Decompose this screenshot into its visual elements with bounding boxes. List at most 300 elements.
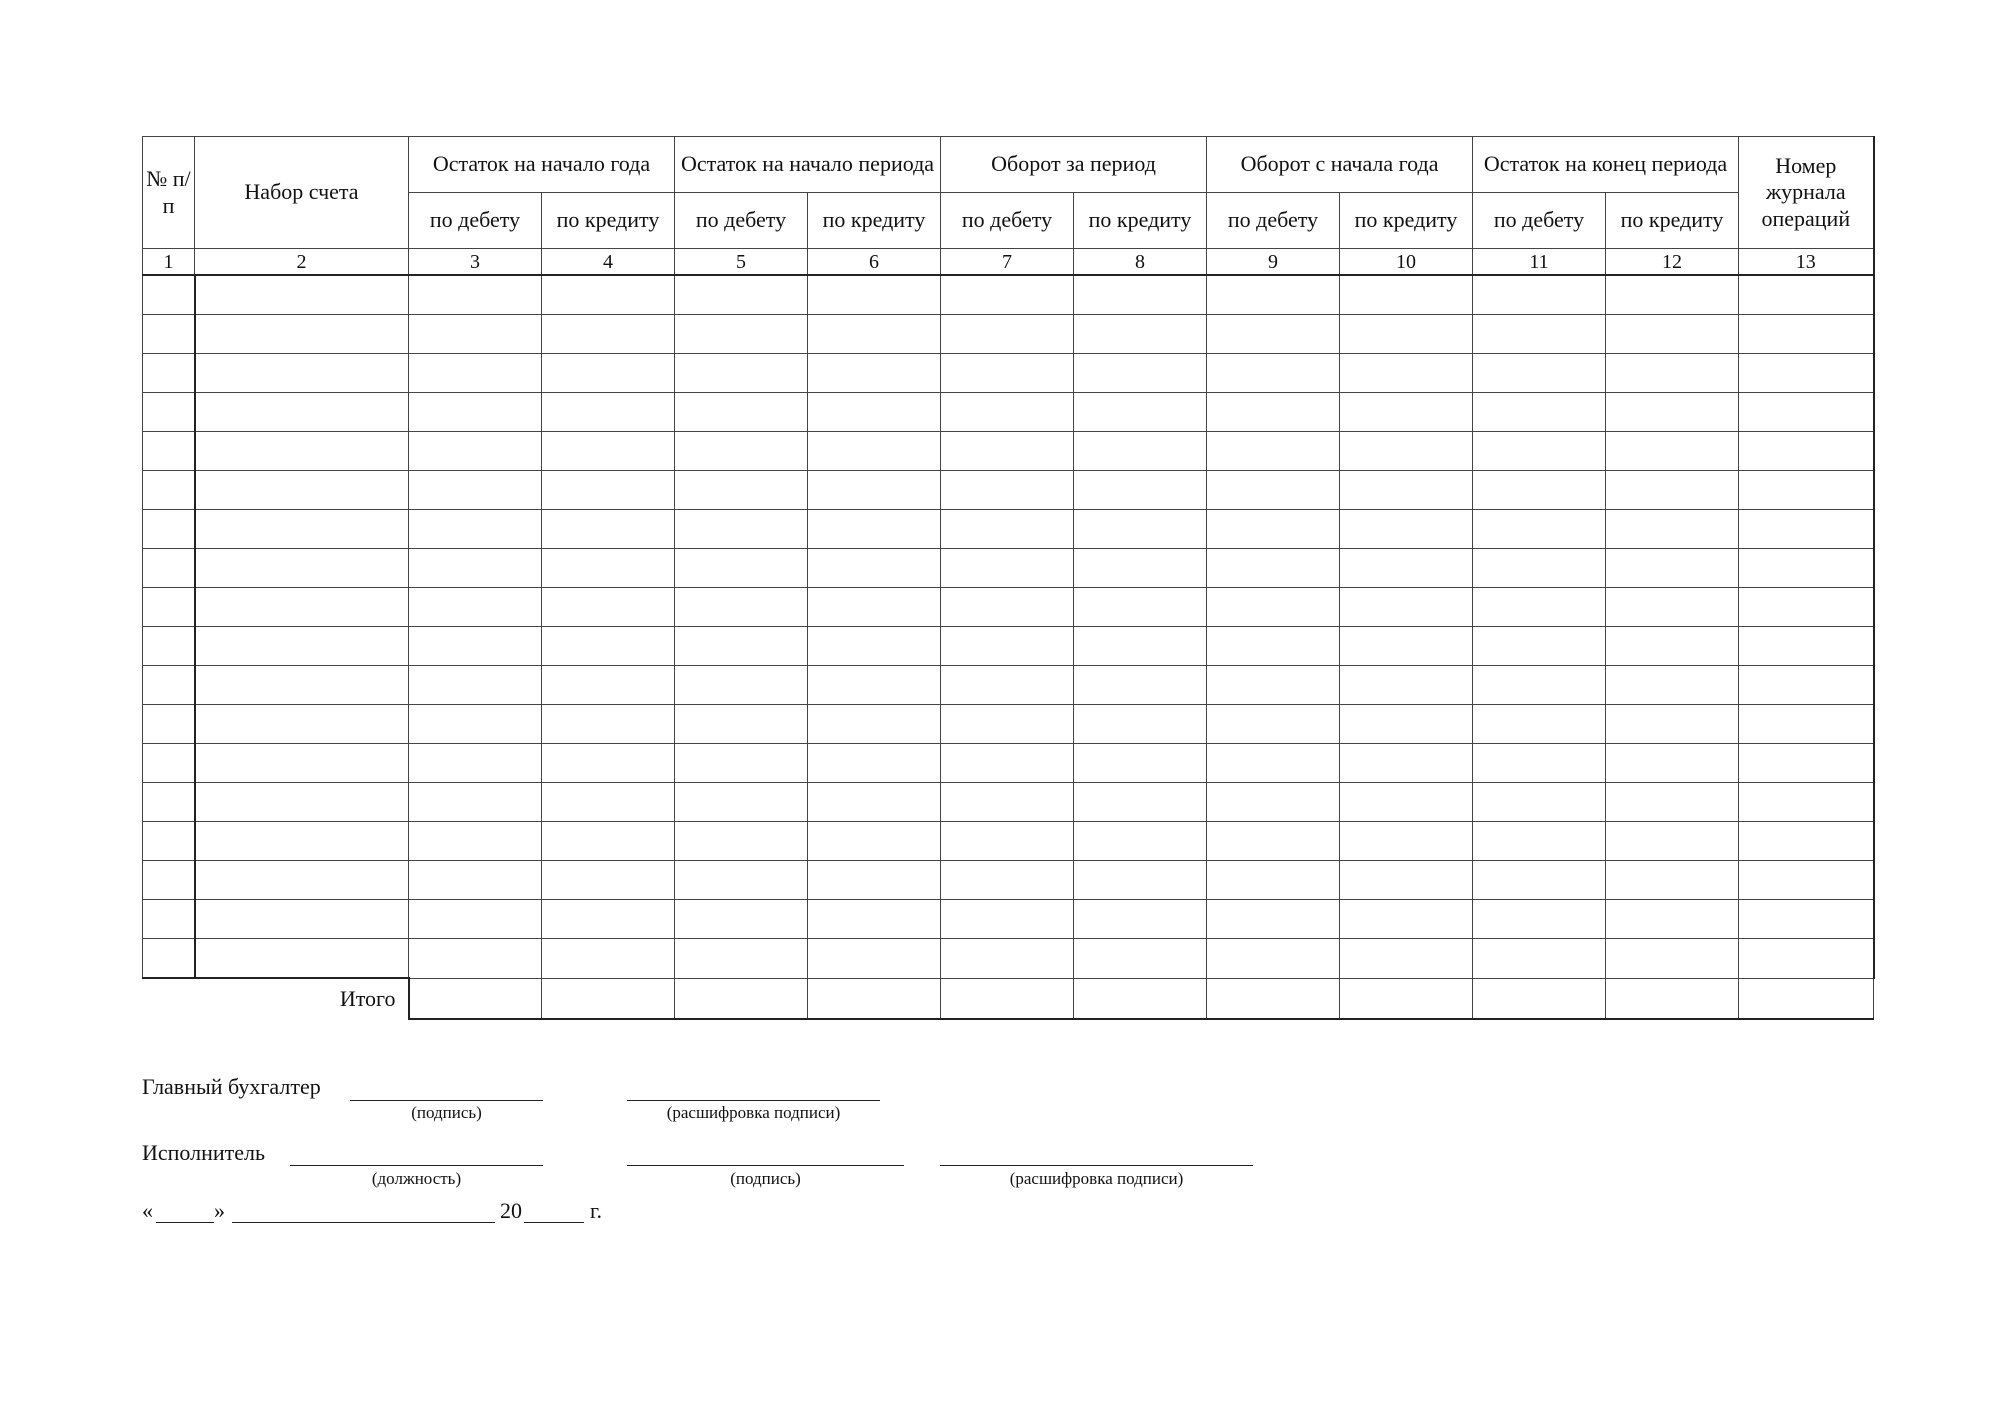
table-row: [143, 393, 1874, 432]
table-cell[interactable]: [675, 510, 808, 549]
table-cell[interactable]: [409, 315, 542, 354]
table-cell[interactable]: [1473, 900, 1606, 939]
table-cell[interactable]: [675, 432, 808, 471]
table-cell[interactable]: [1606, 471, 1739, 510]
table-cell[interactable]: [941, 588, 1074, 627]
header-group: Остаток на начало года: [409, 137, 675, 193]
table-cell[interactable]: [1473, 432, 1606, 471]
table-cell[interactable]: [195, 744, 409, 783]
table-cell[interactable]: [1207, 939, 1340, 979]
table-cell[interactable]: [941, 783, 1074, 822]
table-cell[interactable]: [542, 861, 675, 900]
table-cell[interactable]: [675, 744, 808, 783]
table-cell[interactable]: [195, 549, 409, 588]
table-cell[interactable]: [675, 822, 808, 861]
column-number: 3: [409, 249, 542, 276]
table-cell[interactable]: [195, 900, 409, 939]
total-cell[interactable]: [1606, 978, 1739, 1019]
total-cell[interactable]: [1207, 978, 1340, 1019]
header-group: Остаток на конец периода: [1473, 137, 1739, 193]
header-num: № п/п: [143, 137, 195, 249]
table-cell[interactable]: [143, 549, 195, 588]
executor-decode-caption: (расшифровка подписи): [1009, 1169, 1184, 1188]
table-cell[interactable]: [143, 627, 195, 666]
table-cell[interactable]: [1739, 705, 1874, 744]
table-cell[interactable]: [941, 861, 1074, 900]
table-cell[interactable]: [1207, 900, 1340, 939]
total-cell[interactable]: [542, 978, 675, 1019]
table-cell[interactable]: [808, 666, 941, 705]
table-cell[interactable]: [409, 744, 542, 783]
table-cell[interactable]: [941, 627, 1074, 666]
table-cell[interactable]: [1473, 939, 1606, 979]
table-cell[interactable]: [195, 275, 409, 315]
table-cell[interactable]: [675, 588, 808, 627]
table-cell[interactable]: [195, 432, 409, 471]
table-cell[interactable]: [675, 393, 808, 432]
total-cell[interactable]: [1340, 978, 1473, 1019]
header-credit: по кредиту: [1074, 193, 1207, 249]
data-rows: [143, 275, 1874, 978]
table-cell[interactable]: [941, 510, 1074, 549]
table-cell[interactable]: [1074, 744, 1207, 783]
table-cell[interactable]: [143, 315, 195, 354]
total-cell[interactable]: [1074, 978, 1207, 1019]
table-cell[interactable]: [1074, 666, 1207, 705]
table-cell[interactable]: [542, 666, 675, 705]
table-cell[interactable]: [1340, 315, 1473, 354]
table-cell[interactable]: [1473, 666, 1606, 705]
total-row: [143, 978, 1874, 1019]
header-group: Остаток на начало периода: [675, 137, 941, 193]
table-cell[interactable]: [808, 354, 941, 393]
table-cell[interactable]: [941, 315, 1074, 354]
header-journal: Номер журнала операций: [1739, 137, 1874, 249]
table-cell[interactable]: [409, 471, 542, 510]
table-cell[interactable]: [1207, 744, 1340, 783]
table-cell[interactable]: [1739, 432, 1874, 471]
table-cell[interactable]: [1606, 744, 1739, 783]
table-cell[interactable]: [409, 275, 542, 315]
table-cell[interactable]: [808, 705, 941, 744]
table-cell[interactable]: [1207, 315, 1340, 354]
table-cell[interactable]: [143, 510, 195, 549]
table-cell[interactable]: [941, 666, 1074, 705]
table-cell[interactable]: [143, 666, 195, 705]
table-cell[interactable]: [1340, 861, 1473, 900]
table-cell[interactable]: [1739, 275, 1874, 315]
table-cell[interactable]: [1739, 588, 1874, 627]
table-cell[interactable]: [1074, 783, 1207, 822]
table-cell[interactable]: [409, 861, 542, 900]
table-cell[interactable]: [1739, 393, 1874, 432]
table-cell[interactable]: [1739, 471, 1874, 510]
table-cell[interactable]: [143, 900, 195, 939]
table-cell[interactable]: [1739, 549, 1874, 588]
table-cell[interactable]: [195, 354, 409, 393]
table-cell[interactable]: [1473, 744, 1606, 783]
table-row: [143, 705, 1874, 744]
table-cell[interactable]: [1074, 432, 1207, 471]
table-cell[interactable]: [409, 510, 542, 549]
table-cell[interactable]: [1340, 744, 1473, 783]
table-cell[interactable]: [1473, 822, 1606, 861]
table-cell[interactable]: [542, 393, 675, 432]
table-cell[interactable]: [1340, 471, 1473, 510]
table-cell[interactable]: [675, 275, 808, 315]
table-cell[interactable]: [675, 549, 808, 588]
table-row: [143, 471, 1874, 510]
column-number: 1: [143, 249, 195, 276]
table-cell[interactable]: [1074, 861, 1207, 900]
table-cell[interactable]: [1606, 705, 1739, 744]
table-cell[interactable]: [1606, 549, 1739, 588]
table-cell[interactable]: [143, 393, 195, 432]
table-cell[interactable]: [1207, 822, 1340, 861]
date-day-line[interactable]: [156, 1222, 214, 1223]
table-cell[interactable]: [1207, 783, 1340, 822]
table-cell[interactable]: [675, 471, 808, 510]
column-number: 9: [1207, 249, 1340, 276]
table-cell[interactable]: [542, 939, 675, 979]
date-open-quote: «: [142, 1198, 153, 1223]
table-cell[interactable]: [808, 393, 941, 432]
table-cell[interactable]: [1207, 666, 1340, 705]
table-cell[interactable]: [941, 275, 1074, 315]
total-cell[interactable]: [409, 978, 542, 1019]
table-cell[interactable]: [143, 354, 195, 393]
table-cell[interactable]: [195, 861, 409, 900]
table-cell[interactable]: [1739, 939, 1874, 979]
table-cell[interactable]: [542, 549, 675, 588]
table-cell[interactable]: [941, 549, 1074, 588]
table-cell[interactable]: [143, 471, 195, 510]
table-cell[interactable]: [1074, 393, 1207, 432]
table-cell[interactable]: [1340, 822, 1473, 861]
column-number-row: [143, 249, 1874, 276]
table-cell[interactable]: [409, 432, 542, 471]
table-cell[interactable]: [808, 510, 941, 549]
date-year-prefix: 20: [500, 1198, 522, 1223]
table-cell[interactable]: [1606, 861, 1739, 900]
table-cell[interactable]: [409, 627, 542, 666]
table-cell[interactable]: [143, 744, 195, 783]
date-year-line[interactable]: [524, 1222, 584, 1223]
chief-sign-line[interactable]: [350, 1100, 543, 1101]
table-cell[interactable]: [409, 783, 542, 822]
table-cell[interactable]: [675, 783, 808, 822]
table-cell[interactable]: [542, 627, 675, 666]
table-cell[interactable]: [195, 588, 409, 627]
table-cell[interactable]: [808, 783, 941, 822]
table-cell[interactable]: [1473, 705, 1606, 744]
header-credit: по кредиту: [1606, 193, 1739, 249]
table-row: [143, 627, 1874, 666]
table-row: [143, 744, 1874, 783]
table-cell[interactable]: [1739, 900, 1874, 939]
table-cell[interactable]: [1606, 315, 1739, 354]
table-cell[interactable]: [409, 666, 542, 705]
table-cell[interactable]: [1207, 627, 1340, 666]
table-cell[interactable]: [1207, 354, 1340, 393]
table-cell[interactable]: [195, 315, 409, 354]
table-cell[interactable]: [1207, 510, 1340, 549]
column-number: 6: [808, 249, 941, 276]
table-cell[interactable]: [143, 588, 195, 627]
header-credit: по кредиту: [542, 193, 675, 249]
table-cell[interactable]: [1606, 627, 1739, 666]
table-cell[interactable]: [542, 705, 675, 744]
table-cell[interactable]: [1739, 861, 1874, 900]
table-cell[interactable]: [1074, 315, 1207, 354]
table-cell[interactable]: [195, 666, 409, 705]
table-cell[interactable]: [1340, 627, 1473, 666]
table-cell[interactable]: [1074, 822, 1207, 861]
table-cell[interactable]: [143, 275, 195, 315]
table-cell[interactable]: [409, 588, 542, 627]
table-cell[interactable]: [1739, 315, 1874, 354]
executor-sign-line[interactable]: [627, 1165, 904, 1166]
table-cell[interactable]: [941, 432, 1074, 471]
table-cell[interactable]: [1207, 588, 1340, 627]
table-cell[interactable]: [1340, 705, 1473, 744]
table-cell[interactable]: [542, 471, 675, 510]
table-cell[interactable]: [1473, 393, 1606, 432]
column-number: 10: [1340, 249, 1473, 276]
table-cell[interactable]: [1739, 627, 1874, 666]
table-cell[interactable]: [1739, 783, 1874, 822]
header-group: Оборот с начала года: [1207, 137, 1473, 193]
table-cell[interactable]: [1340, 939, 1473, 979]
table-cell[interactable]: [542, 783, 675, 822]
table-cell[interactable]: [409, 822, 542, 861]
table-cell[interactable]: [941, 900, 1074, 939]
table-cell[interactable]: [675, 627, 808, 666]
table-cell[interactable]: [941, 705, 1074, 744]
table-cell[interactable]: [1340, 588, 1473, 627]
date-year-suffix: г.: [590, 1198, 603, 1223]
table-cell[interactable]: [195, 471, 409, 510]
table-cell[interactable]: [195, 627, 409, 666]
table-cell[interactable]: [1207, 861, 1340, 900]
table-cell[interactable]: [1606, 822, 1739, 861]
header-debit: по дебету: [1473, 193, 1606, 249]
total-cell[interactable]: [808, 978, 941, 1019]
table-cell[interactable]: [1606, 666, 1739, 705]
executor-label: Исполнитель: [142, 1140, 266, 1165]
ledger-table: [142, 136, 1875, 1020]
table-cell[interactable]: [542, 432, 675, 471]
table-cell[interactable]: [143, 822, 195, 861]
table-cell[interactable]: [1606, 900, 1739, 939]
table-cell[interactable]: [1606, 275, 1739, 315]
table-cell[interactable]: [1207, 275, 1340, 315]
table-cell[interactable]: [143, 783, 195, 822]
table-cell[interactable]: [808, 275, 941, 315]
total-cell[interactable]: [1473, 978, 1606, 1019]
table-cell[interactable]: [1340, 275, 1473, 315]
table-cell[interactable]: [808, 471, 941, 510]
table-cell[interactable]: [941, 939, 1074, 979]
table-cell[interactable]: [1606, 939, 1739, 979]
table-cell[interactable]: [1473, 783, 1606, 822]
table-cell[interactable]: [1340, 900, 1473, 939]
table-cell[interactable]: [1473, 510, 1606, 549]
executor-position-line[interactable]: [290, 1165, 543, 1166]
header-row-1: [143, 137, 1874, 193]
table-row: [143, 666, 1874, 705]
table-cell[interactable]: [1739, 354, 1874, 393]
table-cell[interactable]: [143, 939, 195, 979]
table-cell[interactable]: [941, 822, 1074, 861]
column-number: 7: [941, 249, 1074, 276]
table-cell[interactable]: [941, 744, 1074, 783]
table-cell[interactable]: [1739, 510, 1874, 549]
table-cell[interactable]: [1473, 275, 1606, 315]
table-cell[interactable]: [143, 432, 195, 471]
table-cell[interactable]: [195, 939, 409, 979]
table-row: [143, 822, 1874, 861]
table-cell[interactable]: [1074, 939, 1207, 979]
table-cell[interactable]: [1074, 275, 1207, 315]
table-cell[interactable]: [1207, 432, 1340, 471]
column-number: 5: [675, 249, 808, 276]
table-cell[interactable]: [1340, 432, 1473, 471]
column-number: 12: [1606, 249, 1739, 276]
table-cell[interactable]: [941, 471, 1074, 510]
table-cell[interactable]: [1739, 822, 1874, 861]
table-cell[interactable]: [1473, 588, 1606, 627]
table-row: [143, 354, 1874, 393]
table-cell[interactable]: [542, 275, 675, 315]
table-cell[interactable]: [409, 939, 542, 979]
table-cell[interactable]: [1340, 783, 1473, 822]
table-cell[interactable]: [941, 393, 1074, 432]
table-cell[interactable]: [1340, 393, 1473, 432]
table-cell[interactable]: [195, 822, 409, 861]
chief-decode-caption: (расшифровка подписи): [666, 1103, 841, 1122]
table-cell[interactable]: [542, 510, 675, 549]
table-cell[interactable]: [1473, 315, 1606, 354]
table-cell[interactable]: [1074, 900, 1207, 939]
table-cell[interactable]: [1074, 471, 1207, 510]
date-month-line[interactable]: [232, 1222, 495, 1223]
table-cell[interactable]: [1473, 627, 1606, 666]
table-row: [143, 783, 1874, 822]
table-cell[interactable]: [1606, 432, 1739, 471]
date-close-quote: »: [214, 1198, 225, 1223]
table-cell[interactable]: [195, 393, 409, 432]
table-cell[interactable]: [808, 861, 941, 900]
table-cell[interactable]: [409, 900, 542, 939]
total-cell[interactable]: [675, 978, 808, 1019]
table-cell[interactable]: [1473, 861, 1606, 900]
total-label: Итого: [143, 978, 409, 1019]
table-cell[interactable]: [542, 354, 675, 393]
table-cell[interactable]: [1074, 627, 1207, 666]
table-cell[interactable]: [1207, 471, 1340, 510]
table-cell[interactable]: [808, 588, 941, 627]
table-cell[interactable]: [808, 939, 941, 979]
table-cell[interactable]: [1074, 705, 1207, 744]
table-cell[interactable]: [675, 666, 808, 705]
table-cell[interactable]: [1207, 549, 1340, 588]
table-cell[interactable]: [675, 939, 808, 979]
table-cell[interactable]: [409, 549, 542, 588]
table-cell[interactable]: [808, 744, 941, 783]
table-cell[interactable]: [1074, 354, 1207, 393]
header-group: Оборот за период: [941, 137, 1207, 193]
table-cell[interactable]: [808, 549, 941, 588]
table-cell[interactable]: [675, 315, 808, 354]
table-cell[interactable]: [675, 861, 808, 900]
table-cell[interactable]: [1340, 354, 1473, 393]
table-row: [143, 939, 1874, 979]
table-cell[interactable]: [143, 861, 195, 900]
table-cell[interactable]: [1473, 354, 1606, 393]
table-cell[interactable]: [1074, 588, 1207, 627]
table-row: [143, 900, 1874, 939]
table-cell[interactable]: [1340, 510, 1473, 549]
table-cell[interactable]: [675, 705, 808, 744]
table-cell[interactable]: [1606, 783, 1739, 822]
table-cell[interactable]: [542, 900, 675, 939]
table-cell[interactable]: [409, 354, 542, 393]
table-cell[interactable]: [808, 432, 941, 471]
table-cell[interactable]: [409, 393, 542, 432]
table-cell[interactable]: [808, 822, 941, 861]
table-cell[interactable]: [542, 822, 675, 861]
table-cell[interactable]: [542, 588, 675, 627]
table-cell[interactable]: [808, 627, 941, 666]
table-cell[interactable]: [808, 315, 941, 354]
table-cell[interactable]: [1739, 744, 1874, 783]
table-cell[interactable]: [1606, 588, 1739, 627]
table-cell[interactable]: [195, 510, 409, 549]
table-cell[interactable]: [1739, 666, 1874, 705]
table-row: [143, 861, 1874, 900]
table-cell[interactable]: [1074, 549, 1207, 588]
table-cell[interactable]: [195, 783, 409, 822]
table-cell[interactable]: [675, 354, 808, 393]
table-cell[interactable]: [1606, 354, 1739, 393]
table-cell[interactable]: [542, 744, 675, 783]
total-cell[interactable]: [941, 978, 1074, 1019]
table-cell[interactable]: [542, 315, 675, 354]
total-cell[interactable]: [1739, 978, 1874, 1019]
column-number: 2: [195, 249, 409, 276]
table-cell[interactable]: [1340, 666, 1473, 705]
table-cell[interactable]: [1473, 471, 1606, 510]
table-cell[interactable]: [1074, 510, 1207, 549]
table-cell[interactable]: [941, 354, 1074, 393]
chief-decode-line[interactable]: [627, 1100, 880, 1101]
table-cell[interactable]: [143, 705, 195, 744]
table-cell[interactable]: [409, 705, 542, 744]
table-cell[interactable]: [1207, 393, 1340, 432]
table-row: [143, 510, 1874, 549]
table-cell[interactable]: [1473, 549, 1606, 588]
table-cell[interactable]: [675, 900, 808, 939]
executor-decode-line[interactable]: [940, 1165, 1253, 1166]
table-cell[interactable]: [808, 900, 941, 939]
table-row: [143, 549, 1874, 588]
table-cell[interactable]: [1606, 510, 1739, 549]
table-cell[interactable]: [1606, 393, 1739, 432]
table-cell[interactable]: [195, 705, 409, 744]
table-cell[interactable]: [1340, 549, 1473, 588]
table-cell[interactable]: [1207, 705, 1340, 744]
